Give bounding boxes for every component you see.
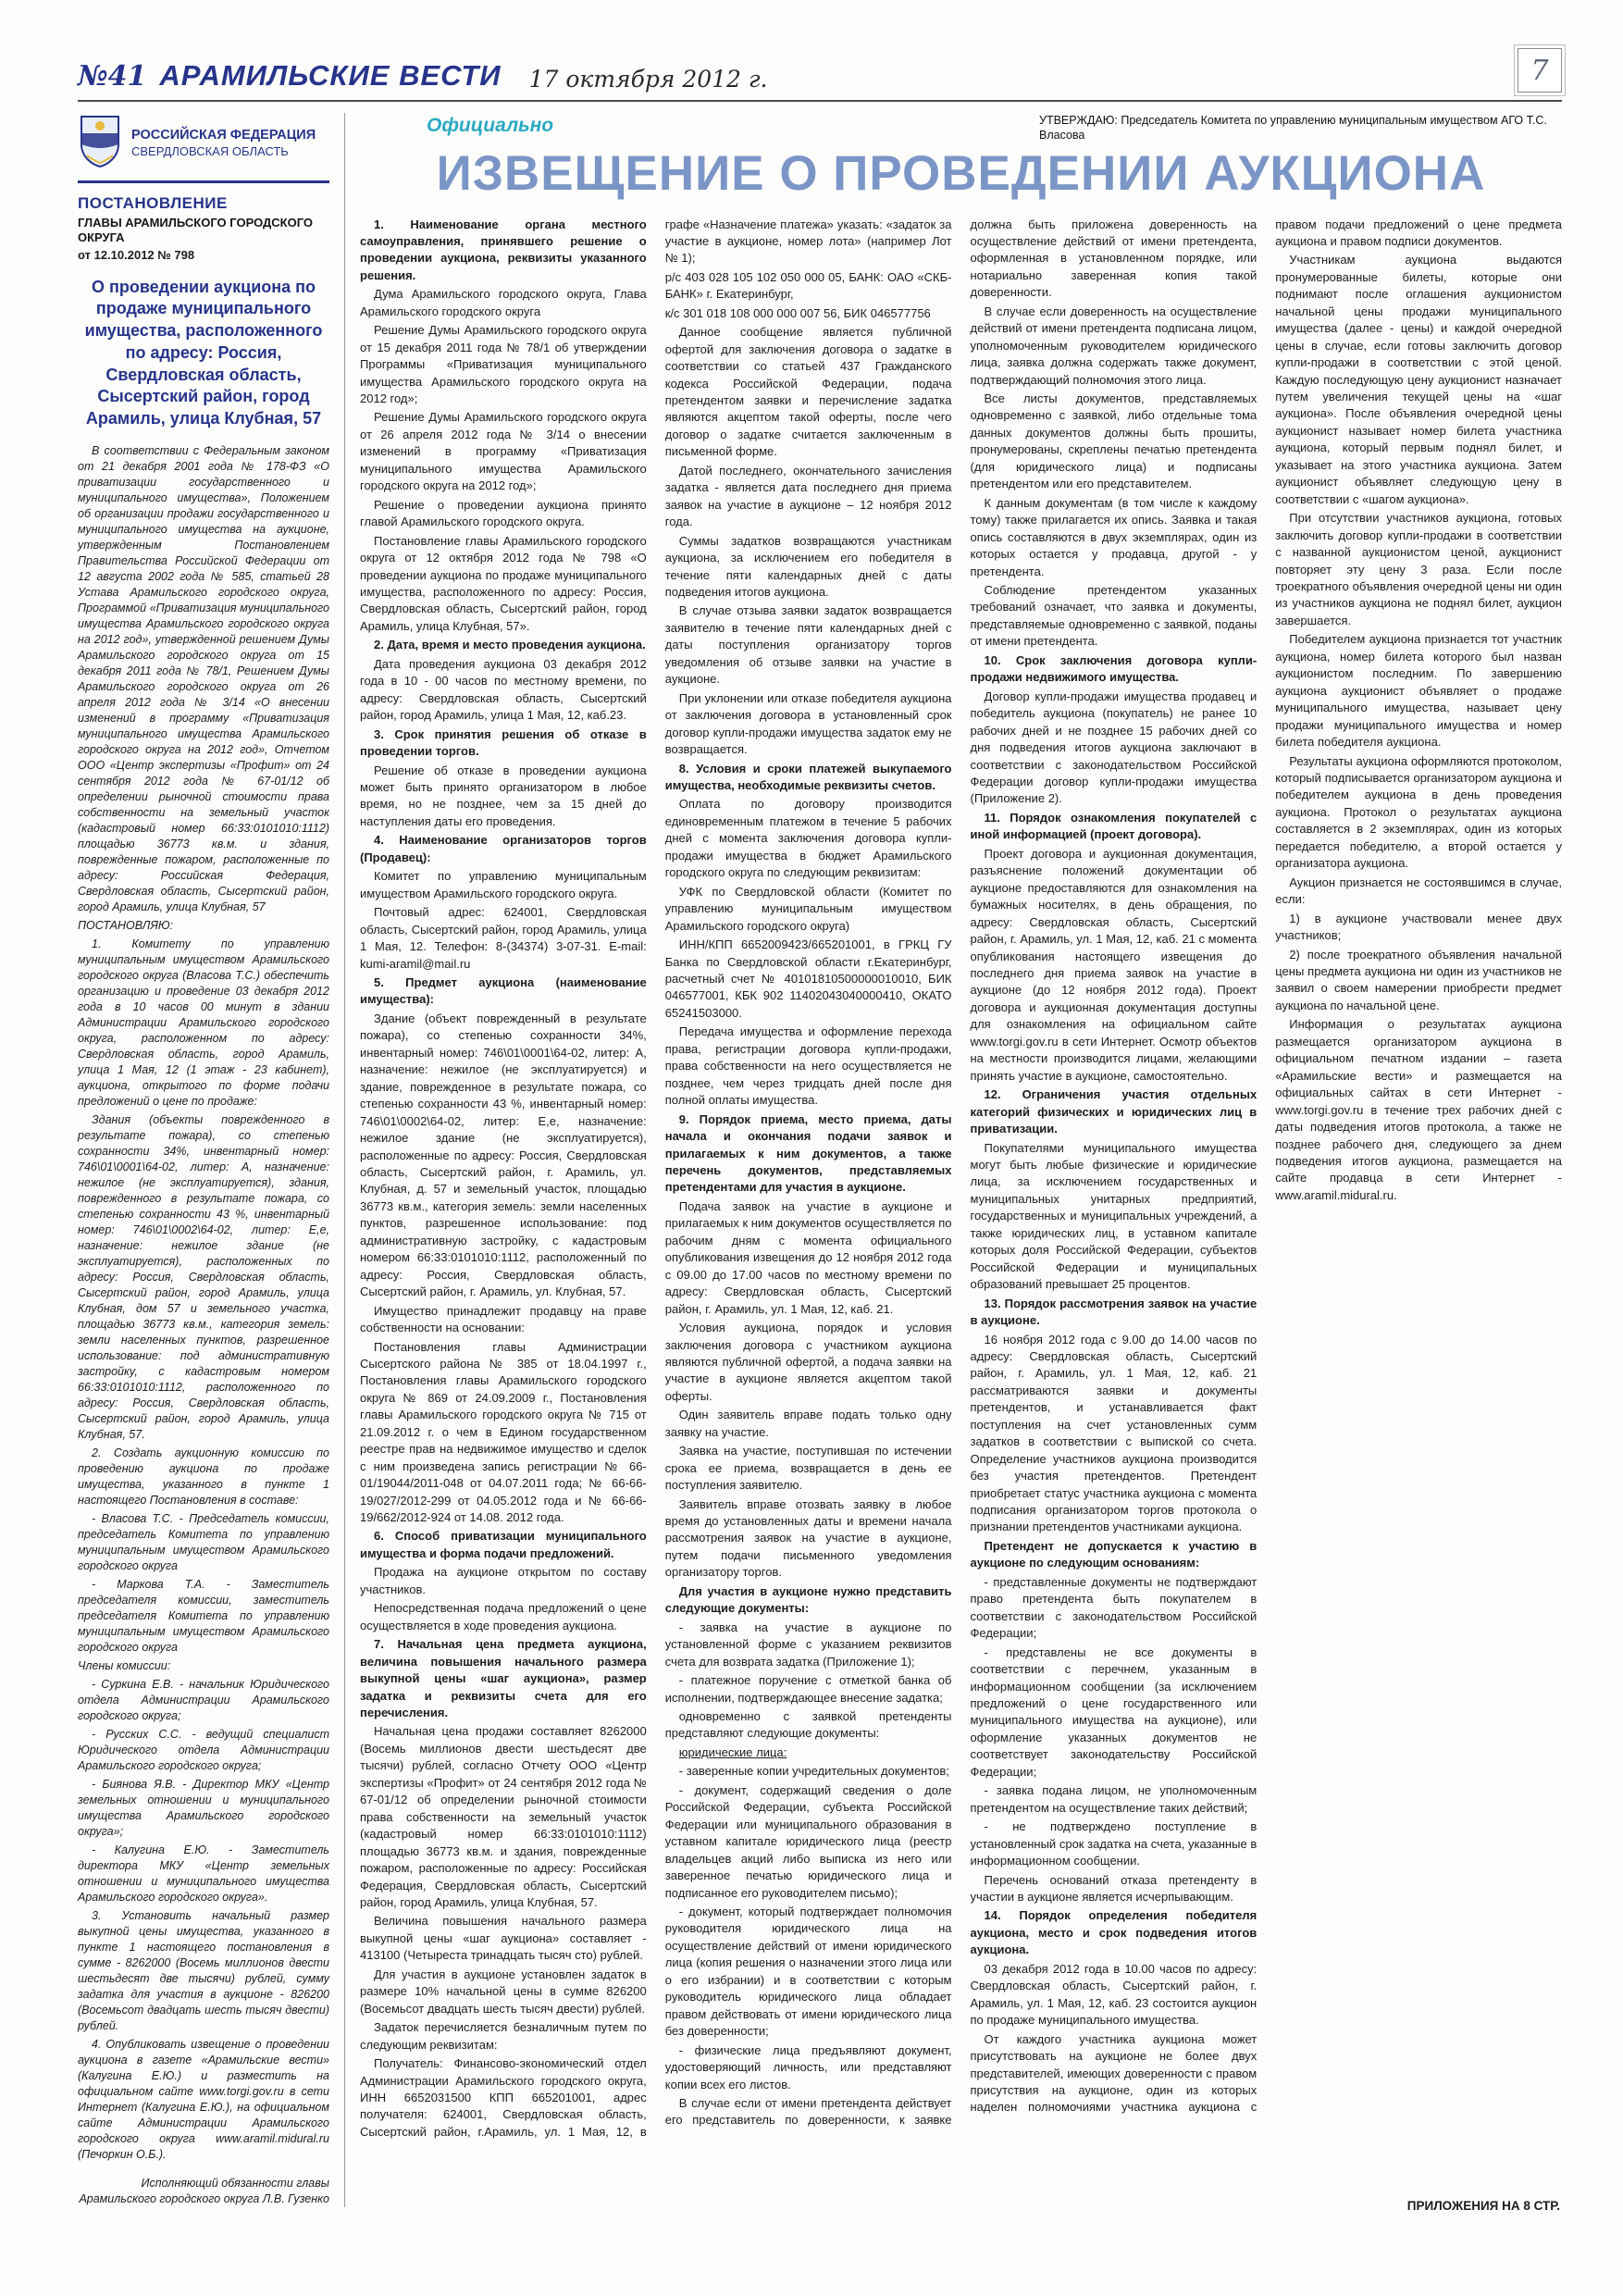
notice-paragraph: Постановление главы Арамильского городского округа от 12 октября 2012 года № 798 «О проведении аукциона по продаже муниципального имущества, расположенного по адресу: Россия, Свердловская область, Сысертский район, город Арамиль, улица Клубная, 57». bbox=[360, 533, 647, 633]
decree-paragraph: - Власова Т.С. - Председатель комиссии, председатель Комитета по управлению муниципальным имуществом Арамильского городского округа bbox=[78, 1511, 329, 1572]
notice-paragraph: - документ, который подтверждает полномочия руководителя юридического лица на осуществление действий от имени юридического лица (копия решения о назначении этого лица или о его избрании) и в соответствии с которым руководитель юридического лица обладает правом действовать от имени юридического лица без доверенности; bbox=[664, 1905, 952, 2039]
notice-paragraph: Решение Думы Арамильского городского округа от 26 апреля 2012 года № 3/14 о внесении изменений в программу «Приватизация муниципального имущества Арамильского городского округа на 2012 год»; bbox=[360, 410, 647, 493]
notice-paragraph: Аукцион признается не состоявшимся в случае, если: bbox=[1275, 875, 1562, 907]
notice-paragraph: - документ, содержащий сведения о доле Российской Федерации, субъекта Российской Федерации или муниципального образования в уставном капитале юридического лица (реестр владельцев акций либо выписка из него или заверенное печатью юридического лица и подписанное его руководителем письмо); bbox=[664, 1782, 952, 1900]
notice-section-heading: 13. Порядок рассмотрения заявок на участие в аукционе. bbox=[970, 1296, 1258, 1328]
notice-paragraph: Комитет по управлению муниципальным имуществом Арамильского городского округа. bbox=[360, 869, 647, 900]
appendix-note: ПРИЛОЖЕНИЯ НА 8 СТР. bbox=[1406, 2198, 1560, 2213]
notice-paragraph: - представленные документы не подтверждают право претендента быть покупателем в соответствии с законодательством Российской Федерации; bbox=[970, 1574, 1258, 1641]
decree-paragraph: Члены комиссии: bbox=[78, 1658, 171, 1672]
government-names bbox=[131, 128, 316, 158]
page-number: 7 bbox=[1530, 54, 1549, 87]
notice-section-heading: 11. Порядок ознакомления покупателей с иной информацией (проект договора). bbox=[970, 810, 1258, 842]
notice-section-heading: 9. Порядок приема, место приема, даты начала и окончания подачи заявок и прилагаемых к ним документов, а также перечень документов, представляемых претендентами для участия в аукционе. bbox=[664, 1111, 952, 1195]
notice-paragraph: Проект договора и аукционная документация, разъяснение положений документации об аукционе предоставляются для ознакомления на бумажных носителях, в день обращения, по адресу: Свердловская область, Сысертский район, г. Арамиль, ул. 1 Мая, 12, каб. 21 с момента опубликования настоящего извещения до последнего дня приема заявок на участие в аукционе (до 12 ноября 2012 года). Проект договора и аукционная документация доступны для ознакомления на официальном сайте www.torgi.gov.ru в сети Интернет. Осмотр объектов на местности производится лицами, желающими принять участие в аукционе, самостоятельно. bbox=[970, 846, 1258, 1083]
notice-section-heading: 7. Начальная цена предмета аукциона, величина повышения начального размера выкупной цены «шаг аукциона», размер задатка и реквизиты счета для его перечисления. bbox=[360, 1637, 647, 1720]
notice-section-heading: 14. Порядок определения победителя аукциона, место и срок подведения итогов аукциона. bbox=[970, 1908, 1258, 1957]
notice-paragraph: Получатель: Финансово-экономический отдел Администрации Арамильского городского округа, ИНН 6652031500 КПП 665201001, адрес получателя: 624001, Свердловская область, Сысертский район, г.Арамиль, ул. 1 Мая, 12, в графе «Назначение платежа» указать: «задаток за участие в аукционе, номер лота» (например Лот № 1); bbox=[360, 217, 952, 2139]
notice-area bbox=[360, 113, 1562, 2213]
decree-type: ПОСТАНОВЛЕНИЕ bbox=[78, 194, 228, 212]
notice-paragraph: Величина повышения начального размера выкупной цены «шаг аукциона» составляет - 413100 (Четыреста тринадцать тысяч сто) рублей. bbox=[360, 1914, 647, 1963]
notice-paragraph: Суммы задатков возвращаются участникам аукциона, за исключением его победителя в течение пяти календарных дней с даты подведения итогов аукциона. bbox=[664, 533, 952, 600]
notice-paragraph: Перечень оснований отказа претенденту в участии в аукционе является исчерпывающим. bbox=[970, 1872, 1258, 1904]
notice-paragraph: Заявитель вправе отозвать заявку в любое время до установленных даты и времени начала рассмотрения заявок на участие в аукционе, путем подачи письменного уведомления организатору торгов. bbox=[664, 1496, 952, 1580]
section-label: Официально bbox=[427, 115, 554, 136]
notice-paragraph: Соблюдение претендентом указанных требований означает, что заявка и документы, представляемые одновременно с заявкой, поданы от имени претендента. bbox=[970, 583, 1258, 649]
notice-paragraph: Здание (объект поврежденный в результате пожара), со степенью сохранности 34%, инвентарный номер: 746\01\0001\64-02, литер: А, назначение: нежилое (не эксплуатируется) и здание, поврежденное в результате пожара, со степенью сохранности 43 %, инвентарный номер: 746\01\0002\64-02, литер: Е,е, назначение: нежилое здание (не эксплуатируется), расположенные по адресу: Россия, Свердловская область, Сысертский район, г. Арамиль, ул. Клубная, д. 57 и земельный участок, площадью 36773 кв.м., категория земель: земли населенных пунктов, разрешенное использование: под административную застройку, с кадастровым номером 66:33:0101010:1112, расположенный по адресу: Россия, Свердловская область, Сысертский район, г. Арамиль, ул. Клубная, 57. bbox=[360, 1011, 647, 1299]
notice-paragraph: В случае если доверенность на осуществление действий от имени претендента подписана лицом, уполномоченным руководителем юридического лица, заявка должна содержать также документ, подтверждающий полномочия этого лица. bbox=[970, 304, 1258, 387]
decree-paragraph: 1. Комитету по управлению муниципальным имуществом Арамильского городского округа (Власова Т.С.) обеспечить организацию и проведение 03 декабря 2012 года в 10 часов 00 минут в здании Администрации Арамильского городского округа, расположенном по адресу: Свердловская область, город Арамиль, улица 1 Мая, 12 (1 этаж - 23 кабинет), аукциона, открытого по форме подачи предложений о цене по продаже: bbox=[78, 937, 329, 1108]
notice-paragraph: Победителем аукциона признается тот участник аукциона, номер билета которого был назван аукционистом последним. По завершению аукциона аукционист объявляет о продаже муниципального имущества, называет цену продажи муниципального имущества и номер билета победителя аукциона. bbox=[1275, 632, 1562, 750]
notice-paragraph: - заверенные копии учредительных документов; bbox=[678, 1764, 949, 1779]
notice-paragraph: одновременно с заявкой претенденты представляют следующие документы: bbox=[664, 1709, 952, 1741]
decree-paragraph: Здания (объекты поврежденного в результате пожара), со степенью сохранности 34%, инвентарный номер: 746\01\0001\64-02, литер: А, назначение: нежилое (не эксплуатируется), здания, поврежденного в результате пожара, со степенью сохранности 43 %, инвентарный номер: 746\01\0002\64-02, литер: Е,е, назначение: нежилое здание (не эксплуатируется), расположенных по адресу: Россия, Свердловская область, Сысертский район, город Арамиль, улица Клубная, дом 57 и земельного участка, площадью 36773 кв.м., категория земель: земли населенных пунктов, разрешенное использование: под административную застройку, с кадастровым номером 66:33:0101010:1112, расположенного по адресу: Россия, Свердловская область, Сысертский район, город Арамиль, улица Клубная, 57. bbox=[78, 1112, 329, 1441]
decree-paragraph: ПОСТАНОВЛЯЮ: bbox=[78, 918, 174, 932]
notice-paragraph: 16 ноября 2012 года с 9.00 до 14.00 часов по адресу: Свердловская область, Сысертский район, г. Арамиль, ул. 1 Мая, 12, каб. 21 рассматриваются заявки и документы претендентов, и устанавливается факт поступления на счет установленных сумм задатков в соответствии с выпиской со счета. Определение участников аукциона производится без участия претендентов. Претендент приобретает статус участника аукциона с момента подписания организатором торгов протокола о признании претендентов участниками аукциона. bbox=[970, 1332, 1258, 1534]
notice-paragraph: к/с 301 018 108 000 000 007 56, БИК 046577756 bbox=[664, 305, 931, 320]
notice-paragraph: Постановления главы Администрации Сысертского района № 385 от 18.04.1997 г., Постановления главы Арамильского городского округа № 869 от 24.09.2009 г., Постановления главы Арамильского городского округа № 715 от 21.09.2012 г. о чем в Едином государственном реестре прав на недвижимое имущество и сделок с ним произведена запись регистрации № 66-01/19044/2011-048 от 04.07.2011 года; № 66-66-19/027/2012-299 от 04.05.2012 года и № 66-66-19/662/2012-924 от 14.08. 2012 года. bbox=[360, 1339, 647, 1525]
notice-paragraph: Оплата по договору производится единовременным платежом в течение 5 рабочих дней с момента заключения договора купли-продажи имущества в бюджет Арамильского городского округа по следующим реквизитам: bbox=[664, 797, 952, 880]
notice-paragraph: Информация о результатах аукциона размещается организатором аукциона в официальном печатном издании – газета «Арамильские вести» и размещается на официальных сайтах в сети Интернет - www.torgi.gov.ru в течение трех рабочих дней с даты подведения итогов протокола, а также не позднее рабочего дня, следующего за днем подведения итогов аукциона, размещается на сайте продавца в сети Интернет - www.aramil.midural.ru. bbox=[1275, 1017, 1562, 1202]
region-label: СВЕРДЛОВСКАЯ ОБЛАСТЬ bbox=[131, 144, 289, 158]
notice-paragraph: Для участия в аукционе установлен задаток в размере 10% начальной цены в сумме 826200 (Восемьсот двадцать шесть тысяч двести) рублей. bbox=[360, 1967, 647, 2016]
notice-paragraph: - заявка подана лицом, не уполномоченным претендентом на осуществление таких действий; bbox=[970, 1783, 1258, 1815]
decree-header bbox=[78, 194, 329, 262]
notice-paragraph: Передача имущества и оформление перехода права, регистрации договора купли-продажи, права собственности на него осуществляется не позднее, чем через тридцать дней после дня полной оплаты имущества. bbox=[664, 1024, 952, 1108]
notice-paragraph: При отсутствии участников аукциона, готовых заключить договор купли-продажи в соответствии с названной аукционистом ценой, аукционист повторяет эту цену 3 раза. Если после троекратного объявления очередной цены ни один из участников аукциона не поднял билет, аукцион завершается. bbox=[1275, 511, 1562, 627]
decree-paragraph: 3. Установить начальный размер выкупной цены имущества, указанного в пункте 1 настоящего постановления в сумме - 8262000 (Восемь миллионов двести шестьдесят две тысячи) рублей, сумму задатка для участия в аукционе - 826200 (Восемьсот двадцать шесть тысяч двести) рублей. bbox=[78, 1908, 329, 2032]
decree-paragraph: 4. Опубликовать извещение о проведении аукциона в газете «Арамильские вести» (Калугина Е.Ю.) и разместить на официальном сайте www.torgi.gov.ru в сети Интернет (Калугина Е.Ю.), на официальном сайте Администрации Арамильского городского округа www.aramil.midural.ru (Печоркин О.Б.). bbox=[78, 2037, 329, 2161]
notice-paragraph: Подача заявок на участие в аукционе и прилагаемых к ним документов осуществляется по рабочим дням с момента официального опубликования извещения до 12 ноября 2012 года с 09.00 до 17.00 часов по местному времени по адресу: Свердловская область, Сысертский район, г. Арамиль, ул. 1 Мая, 12, каб. 21. bbox=[664, 1198, 952, 1316]
notice-columns bbox=[360, 217, 1562, 2146]
notice-paragraph: - заявка на участие в аукционе по установленной форме с указанием реквизитов счета для возврата задатка (Приложение 1); bbox=[664, 1620, 952, 1669]
newspaper-title: АРАМИЛЬСКИЕ ВЕСТИ bbox=[159, 59, 502, 92]
government-block bbox=[78, 113, 329, 183]
decree-title: О проведении аукциона по продаже муниципального имущества, расположенного по адресу: Россия, Свердловская область, Сысертский район, город Арамиль, улица Клубная, 57 bbox=[84, 277, 323, 428]
decree-paragraph: В соответствии с Федеральным законом от 21 декабря 2001 года № 178-ФЗ «О приватизации государственного и муниципального имущества», Положением об организации продажи государственного и муниципального имущества на аукционе, утвержденным Постановлением Правительства Российской Федерации от 12 августа 2002 года № 585, статьей 28 Устава Арамильского городского округа, Программой «Приватизация муниципального имущества Арамильского городского округа на 2012 год», утвержденной решением Думы Арамильского городского округа от 15 декабря 2011 года № 78/1, Решением Думы Арамильского городского округа от 26 апреля 2012 года № 3/14 «О внесении изменений в программу «Приватизация муниципального имущества Арамильского городского округа на 2012 год», Отчетом ООО «Центр экспертизы «Профит» от 24 сентября 2012 года № 67-01/12 об определении рыночной стоимости права собственности на земельный участок (кадастровый номер 66:33:0101010:1112) площадью 36773 кв.м. и здания, поврежденные пожаром, расположенные по адресу: Российская Федерация, Свердловская область, Сысертский район, город Арамиль, улица Клубная, 57 bbox=[78, 443, 329, 913]
coat-of-arms-icon bbox=[78, 113, 122, 173]
notice-section-heading: 3. Срок принятия решения об отказе в проведении торгов. bbox=[360, 726, 647, 759]
notice-paragraph: Участникам аукциона выдаются пронумерованные билеты, которые они поднимают после оглашения аукционистом начальной цены продажи муниципального имущества (далее - цены) и каждой очередной цены в случае, если готовы заключить договор купли-продажи в соответствии с этой ценой. Каждую последующую цену аукционист назначает путем увеличения текущей цены на «шаг аукциона». После объявления очередной цены аукционист называет номер билета участника аукциона, который первым поднял билет, и указывает на этого участника аукциона. Затем аукционист объявляет следующую цену в соответствии с «шагом аукциона». bbox=[1275, 253, 1562, 506]
decree-authority: ГЛАВЫ АРАМИЛЬСКОГО ГОРОДСКОГО ОКРУГА bbox=[78, 216, 314, 245]
notice-paragraph: При уклонении или отказе победителя аукциона от заключения договора в установленный срок договор купли-продажи имущества задаток ему не возвращается. bbox=[664, 690, 952, 757]
decree-paragraph: 2. Создать аукционную комиссию по проведению аукциона по продаже имущества, указанного в пункте 1 настоящего Постановления в составе: bbox=[78, 1446, 329, 1507]
notice-paragraph: - платежное поручение с отметкой банка об исполнении, подтверждающее внесение задатка; bbox=[664, 1673, 952, 1705]
decree-column bbox=[78, 113, 329, 2207]
notice-paragraph: Имущество принадлежит продавцу на праве собственности на основании: bbox=[360, 1303, 647, 1335]
decree-signature: Исполняющий обязанности главы Арамильского городского округа Л.В. Гузенко bbox=[79, 2176, 329, 2205]
notice-paragraph: Непосредственная подача предложений о цене осуществляется в ходе проведения аукциона. bbox=[360, 1601, 647, 1632]
notice-paragraph: - физические лица предъявляют документ, удостоверяющий личность, или представляют копии всех его листов. bbox=[664, 2042, 952, 2091]
notice-paragraph: Датой последнего, окончательного зачисления задатка - является дата последнего дня приема заявок на участие в аукционе – 12 ноября 2012 года. bbox=[664, 463, 952, 529]
decree-paragraph: - Калугина Е.Ю. - Заместитель директора МКУ «Центр земельных отношении и муниципального имущества Арамильского городского округа». bbox=[78, 1843, 329, 1904]
notice-section-heading: 8. Условия и сроки платежей выкупаемого имущества, необходимые реквизиты счетов. bbox=[664, 761, 952, 792]
column-divider bbox=[344, 113, 345, 2207]
notice-paragraph: р/с 403 028 105 102 050 000 05, БАНК: ОАО «СКБ-БАНК» г. Екатеринбург, bbox=[664, 269, 952, 302]
notice-paragraph: юридические лица: bbox=[678, 1744, 787, 1759]
notice-paragraph: УФК по Свердловской области (Комитет по управлению муниципальным имуществом Арамильского городского округа) bbox=[664, 884, 952, 933]
notice-paragraph: Результаты аукциона оформляются протоколом, который подписывается организатором аукциона и победителем аукциона в день проведения аукциона. Протокол о результатах аукциона составляется в 2 экземплярах, один из которых передается победителю, а второй остается у организатора аукциона. bbox=[1275, 753, 1562, 871]
notice-paragraph: Договор купли-продажи имущества продавец и победитель аукциона (покупатель) не ранее 10 рабочих дней и не позднее 15 рабочих дней со дня подведения итогов аукциона заключают в соответствии с законодательством Российской Федерации договор купли-продажи имущества (Приложение 2). bbox=[970, 689, 1258, 806]
notice-paragraph: В случае если от имени претендента действует его представитель по доверенности, к заявке должна быть приложена доверенность на осуществление действий от имени претендента, оформленная в установленном порядке, или нотариально заверенная копия такой доверенности. bbox=[664, 217, 1258, 2128]
header-divider bbox=[78, 100, 1562, 102]
notice-paragraph: Почтовый адрес: 624001, Свердловская область, Сысертский район, город Арамиль, улица 1 Мая, 12. Телефон: 8-(34374) 3-07-31. E-mail: kumi-aramil@mail.ru bbox=[360, 905, 647, 971]
notice-paragraph: От каждого участника аукциона может присутствовать на аукционе не более двух представителей, имеющих доверенности с правом присутствия на аукционе, один из которых наделен полномочиями участника аукциона с правом подачи предложений о цене предмета аукциона и правом подписи документов. bbox=[970, 217, 1562, 2115]
notice-section-heading: 10. Срок заключения договора купли-продажи недвижимого имущества. bbox=[970, 652, 1258, 685]
decree-paragraph: - Маркова Т.А. - Заместитель председателя комиссии, заместитель председателя Комитета по управлению муниципальным имуществом Арамильского городского округа bbox=[78, 1577, 329, 1654]
notice-section-heading: 1. Наименование органа местного самоуправления, принявшего решение о проведении аукциона, реквизиты указанного решения. bbox=[360, 217, 647, 282]
notice-paragraph: Все листы документов, представляемых одновременно с заявкой, либо отдельные тома данных документов должны быть прошиты, пронумерованы, скреплены печатью претендента (для юридического лица) и подписаны претендентом или его представителем. bbox=[970, 391, 1258, 491]
notice-paragraph: - не подтверждено поступление в установленный срок задатка на счета, указанные в информационном сообщении. bbox=[970, 1819, 1258, 1868]
notice-paragraph: В случае отзыва заявки задаток возвращается заявителю в течение пяти календарных дней с даты поступления организатору торгов уведомления об отзыве заявки на участие в аукционе. bbox=[664, 603, 952, 687]
notice-paragraph: 1) в аукционе участвовали менее двух участников; bbox=[1275, 911, 1562, 943]
page-number-box bbox=[1518, 48, 1562, 93]
notice-paragraph: Покупателями муниципального имущества могут быть любые физические и юридические лица, за исключением государственных и муниципальных унитарных предприятий, государственных и муниципальных учреждений, а также юридических лиц, в уставном капитале которых доля Российской Федерации, субъектов Российской Федерации и муниципальных образований превышает 25 процентов. bbox=[970, 1140, 1258, 1292]
notice-paragraph: Дата проведения аукциона 03 декабря 2012 года в 10 - 00 часов по местному времени, по адресу: Свердловская область, Сысертский район, город Арамиль, улица 1 Мая, 12, каб.23. bbox=[360, 656, 647, 723]
decree-paragraph: - Суркина Е.В. - начальник Юридического отдела Администрации Арамильского городского округа; bbox=[78, 1677, 329, 1722]
notice-paragraph: Начальная цена продажи составляет 8262000 (Восемь миллионов двести шестьдесят две тысячи) рублей, согласно Отчету ООО «Центр экспертизы «Профит» от 24 сентября 2012 года № 67-01/12 об определении рыночной стоимости права собственности на земельный участок (кадастровый номер 66:33:0101010:1112) площадью 36773 кв.м. и здания, поврежденные пожаром, расположенные по адресу: Российская Федерация, Свердловская область, Сысертский район, город Арамиль, улица Клубная, 57. bbox=[360, 1724, 647, 1909]
notice-section-heading: 5. Предмет аукциона (наименование имущества): bbox=[360, 974, 647, 1007]
notice-paragraph: Дума Арамильского городского округа, Глава Арамильского городского округа bbox=[360, 287, 647, 318]
country-label: РОССИЙСКАЯ ФЕДЕРАЦИЯ bbox=[131, 128, 316, 143]
issue-number: №41 bbox=[78, 60, 147, 93]
notice-section-heading: 12. Ограничения участия отдельных категорий физических и юридических лиц в приватизации. bbox=[970, 1087, 1258, 1136]
decree-paragraph: - Биянова Я.В. - Директор МКУ «Центр земельных отношении и муниципального имущества Арамильского городского округа»; bbox=[78, 1777, 329, 1838]
notice-paragraph: К данным документам (в том числе к каждому тому) также прилагается их опись. Заявка и такая опись составляются в двух экземплярах, один из которых остается у продавца, другой - у претендента. bbox=[970, 495, 1258, 578]
notice-paragraph: Один заявитель вправе подать только одну заявку на участие. bbox=[664, 1408, 952, 1439]
notice-paragraph: Претендент не допускается к участию в аукционе по следующим основаниям: bbox=[970, 1538, 1258, 1570]
notice-paragraph: - представлены не все документы в соответствии с перечнем, указанным в информационном сообщении (за исключением предложений о цене государственного или муниципального имущества на аукционе), или оформление указанных документов не соответствует законодательству Российской Федерации; bbox=[970, 1644, 1258, 1779]
notice-paragraph: Решение об отказе в проведении аукциона может быть принято организатором в любое время, но не позднее, чем за 15 дней до наступления даты его проведения. bbox=[360, 763, 647, 828]
approval-note: УТВЕРЖДАЮ: Председатель Комитета по управлению муниципальным имуществом АГО Т.С. Власова bbox=[1039, 114, 1547, 143]
notice-title: ИЗВЕЩЕНИЕ О ПРОВЕДЕНИИ АУКЦИОНА bbox=[436, 145, 1486, 201]
decree-date-number: от 12.10.2012 № 798 bbox=[78, 247, 195, 262]
notice-paragraph: Продажа на аукционе открытом по составу участников. bbox=[360, 1565, 647, 1596]
notice-paragraph: 2) после троекратного объявления начальной цены предмета аукциона ни один из участников не заявил о своем намерении приобрести предмет аукциона по начальной цене. bbox=[1275, 947, 1562, 1012]
notice-paragraph: Для участия в аукционе нужно представить следующие документы: bbox=[664, 1583, 952, 1616]
notice-paragraph: Данное сообщение является публичной офертой для заключения договора о задатке в соответствии со статьей 437 Гражданского кодекса Российской Федерации, подача претендентом заявки и перечисление задатка являются акцептом такой оферты, после чего договор о задатке считается заключенным в письменной форме. bbox=[664, 325, 952, 459]
notice-section-heading: 6. Способ приватизации муниципального имущества и форма подачи предложений. bbox=[360, 1529, 647, 1560]
notice-paragraph: Решение о проведении аукциона принято главой Арамильского городского округа. bbox=[360, 497, 647, 529]
notice-paragraph: ИНН/КПП 6652009423/665201001, в ГРКЦ ГУ Банка по Свердловской области г.Екатеринбург, расчетный счет № 40101810500000010010, БИК 046577001, КБК 902 11402043040000410, ОКАТО 65241503000. bbox=[664, 937, 952, 1020]
notice-paragraph: Заявка на участие, поступившая по истечении срока ее приема, возвращается в день ее поступления заявителю. bbox=[664, 1444, 952, 1493]
notice-paragraph: Задаток перечисляется безналичным путем по следующим реквизитам: bbox=[360, 2020, 647, 2052]
notice-paragraph: Решение Думы Арамильского городского округа от 15 декабря 2011 года № 78/1 об утверждении Программы «Приватизация муниципального имущества Арамильского городского округа на 2012 год»; bbox=[360, 323, 647, 406]
decree-paragraph: - Русских С.С. - ведущий специалист Юридического отдела Администрации Арамильского городского округа; bbox=[78, 1727, 329, 1772]
notice-section-heading: 4. Наименование организаторов торгов (Продавец): bbox=[360, 833, 647, 864]
page-header bbox=[78, 48, 1562, 93]
issue-date: 17 октября 2012 г. bbox=[528, 66, 768, 93]
decree-body bbox=[78, 443, 329, 2163]
notice-paragraph: Условия аукциона, порядок и условия заключения договора с участником аукциона являются публичной офертой, а подача заявки на участие в аукционе является акцептом такой оферты. bbox=[664, 1321, 952, 1403]
notice-paragraph: 03 декабря 2012 года в 10.00 часов по адресу: Свердловская область, Сысертский район, г. Арамиль, ул. 1 Мая, 12, каб. 23 состоится аукцион по продаже муниципального имущества. bbox=[970, 1961, 1258, 2028]
notice-section-heading: 2. Дата, время и место проведения аукциона. bbox=[374, 638, 646, 652]
